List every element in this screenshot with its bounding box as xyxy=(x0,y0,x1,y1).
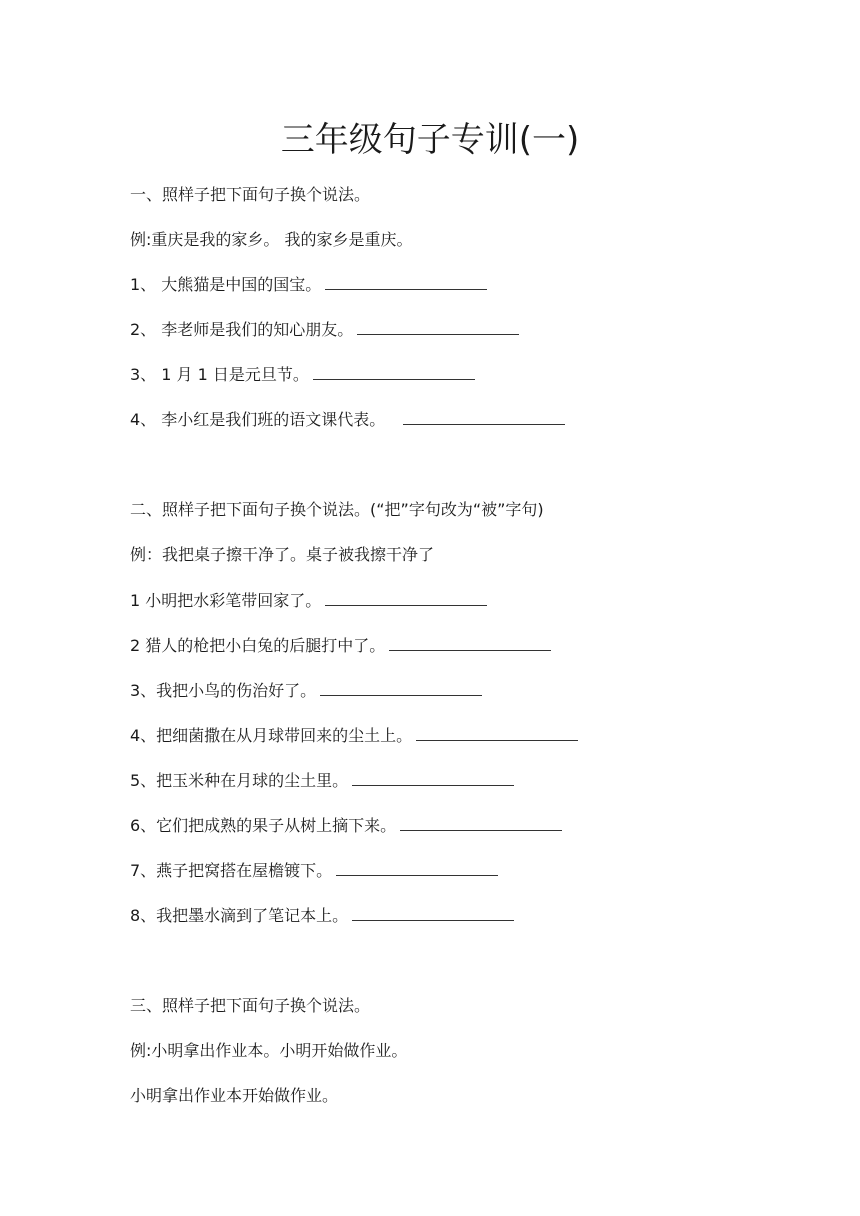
answer-blank[interactable] xyxy=(389,636,551,651)
section2-item-5 xyxy=(130,770,514,792)
section2-item-1 xyxy=(130,590,487,612)
answer-blank[interactable] xyxy=(352,906,514,921)
section2-item-3 xyxy=(130,680,482,702)
section2-item-2 xyxy=(130,635,551,657)
item-text: 6、它们把成熟的果子从树上摘下来。 xyxy=(130,816,397,835)
answer-blank[interactable] xyxy=(313,365,475,380)
section2-item-8 xyxy=(130,905,514,927)
section2-item-7 xyxy=(130,860,498,882)
answer-blank[interactable] xyxy=(357,320,519,335)
section1-item-3 xyxy=(130,364,475,386)
section1-item-2 xyxy=(130,319,519,341)
section2-heading: 二、照样子把下面句子换个说法。(“把”字句改为“被”字句) xyxy=(130,500,544,519)
item-text: 1 小明把水彩笔带回家了。 xyxy=(130,591,322,610)
section2-example: 例：我把桌子擦干净了。桌子被我擦干净了 xyxy=(130,545,435,564)
section1-item-1 xyxy=(130,274,487,296)
answer-blank[interactable] xyxy=(403,410,565,425)
section3-example-answer: 小明拿出作业本开始做作业。 xyxy=(130,1086,339,1105)
section1-example: 例:重庆是我的家乡。 我的家乡是重庆。 xyxy=(130,230,413,249)
item-text: 2、 李老师是我们的知心朋友。 xyxy=(130,320,354,339)
answer-blank[interactable] xyxy=(336,861,498,876)
item-text: 8、我把墨水滴到了笔记本上。 xyxy=(130,906,349,925)
item-text: 4、 李小红是我们班的语文课代表。 xyxy=(130,410,386,429)
answer-blank[interactable] xyxy=(352,771,514,786)
item-text: 3、 1 月 1 日是元旦节。 xyxy=(130,365,309,384)
answer-blank[interactable] xyxy=(325,591,487,606)
item-text: 5、把玉米种在月球的尘土里。 xyxy=(130,771,349,790)
section3-heading: 三、照样子把下面句子换个说法。 xyxy=(130,996,371,1015)
answer-blank[interactable] xyxy=(320,681,482,696)
page-title: 三年级句子专训(一) xyxy=(280,120,580,160)
item-text: 7、燕子把窝搭在屋檐镀下。 xyxy=(130,861,333,880)
answer-blank[interactable] xyxy=(400,816,562,831)
section2-item-4 xyxy=(130,725,578,747)
item-text: 4、把细菌撒在从月球带回来的尘土上。 xyxy=(130,726,413,745)
section1-heading: 一、照样子把下面句子换个说法。 xyxy=(130,185,371,204)
section3-example: 例:小明拿出作业本。小明开始做作业。 xyxy=(130,1041,408,1060)
item-text: 3、我把小鸟的伤治好了。 xyxy=(130,681,317,700)
item-text: 1、 大熊猫是中国的国宝。 xyxy=(130,275,322,294)
item-text: 2 猎人的枪把小白兔的后腿打中了。 xyxy=(130,636,386,655)
section1-item-4 xyxy=(130,409,565,431)
answer-blank[interactable] xyxy=(325,275,487,290)
section2-item-6 xyxy=(130,815,562,837)
answer-blank[interactable] xyxy=(416,726,578,741)
